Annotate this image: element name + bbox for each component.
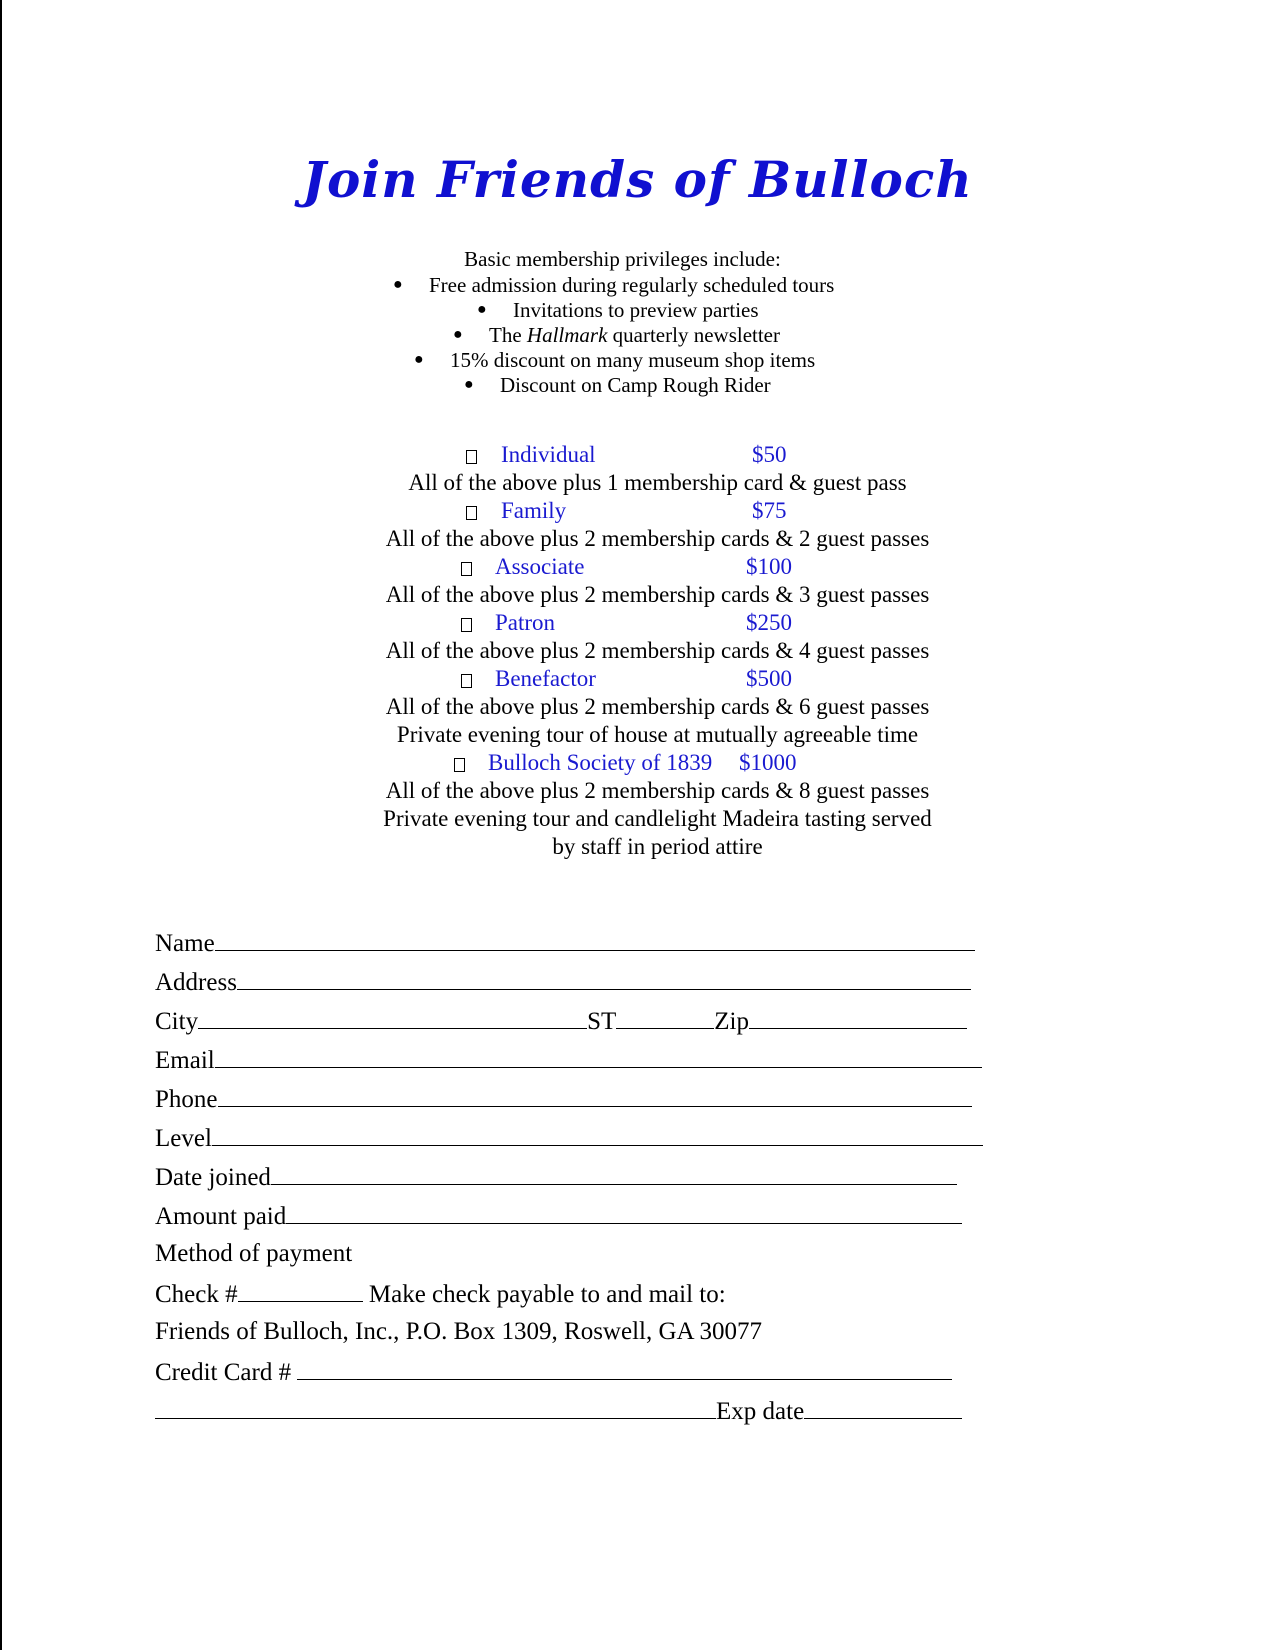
tier-description: All of the above plus 2 membership cards & 8 guest passes [385, 778, 930, 803]
email-label: Email [155, 1047, 215, 1074]
tier-individual[interactable] [466, 442, 787, 468]
privileges-heading: Basic membership privileges include: [464, 247, 781, 271]
privilege-item [489, 322, 780, 348]
tier-price: $500 [746, 666, 792, 691]
date-joined-label: Date joined [155, 1164, 271, 1191]
tier-name: Bulloch Society of 1839 [488, 750, 713, 775]
date-joined-field-row [155, 1162, 957, 1196]
privilege-item: Invitations to preview parties [513, 298, 759, 322]
bullet-dot-icon: ● [477, 301, 487, 318]
state-field[interactable] [616, 1006, 714, 1029]
address-field-row [155, 967, 971, 1001]
privilege-text: The [489, 323, 527, 347]
checkbox[interactable] [454, 758, 465, 772]
tier-name: Associate [495, 554, 585, 579]
tier-associate[interactable] [461, 554, 792, 580]
tier-description: Private evening tour of house at mutually agreeable time [396, 722, 919, 747]
check-field-row [155, 1279, 726, 1313]
checkbox[interactable] [461, 618, 472, 632]
city-label: City [155, 1008, 199, 1035]
tier-name: Family [501, 498, 567, 523]
exp-date-field[interactable] [804, 1396, 962, 1419]
tier-bulloch-society[interactable] [454, 750, 797, 776]
tier-family[interactable] [466, 498, 787, 524]
zip-label: Zip [714, 1008, 749, 1035]
privilege-item: Free admission during regularly scheduled tours [429, 273, 835, 297]
state-label: ST [587, 1008, 617, 1035]
privilege-text: quarterly newsletter [607, 323, 780, 347]
checkbox[interactable] [466, 450, 477, 464]
tier-description: All of the above plus 1 membership card & guest pass [408, 470, 907, 495]
tier-description: All of the above plus 2 membership cards & 6 guest passes [385, 694, 930, 719]
tier-price: $75 [752, 498, 787, 523]
bullet-dot-icon: ● [414, 351, 424, 368]
phone-field[interactable] [218, 1084, 972, 1107]
privilege-item: Discount on Camp Rough Rider [500, 373, 771, 397]
tier-description: Private evening tour and candlelight Madeira tasting served [383, 806, 932, 831]
name-field[interactable] [215, 928, 975, 951]
amount-paid-field[interactable] [286, 1201, 962, 1224]
exp-date-label: Exp date [716, 1398, 805, 1425]
newsletter-name: Hallmark [526, 323, 608, 347]
level-field-row [155, 1123, 983, 1157]
tier-name: Benefactor [495, 666, 596, 691]
email-field[interactable] [215, 1045, 982, 1068]
city-field[interactable] [198, 1006, 587, 1029]
privilege-item: 15% discount on many museum shop items [450, 348, 816, 372]
date-joined-field[interactable] [271, 1162, 957, 1185]
tier-description: by staff in period attire [552, 834, 763, 859]
credit-card-field[interactable] [297, 1357, 952, 1380]
tier-price: $100 [746, 554, 792, 579]
tier-name: Individual [501, 442, 596, 467]
tier-description: All of the above plus 2 membership cards & 4 guest passes [385, 638, 930, 663]
amount-paid-label: Amount paid [155, 1203, 287, 1230]
address-label: Address [155, 969, 237, 996]
name-field-row [155, 928, 975, 962]
bullet-dot-icon: ● [393, 276, 403, 293]
check-label: Check # [155, 1281, 238, 1308]
page-title: Join Friends of Bulloch [302, 150, 973, 209]
check-note: Make check payable to and mail to: [362, 1281, 726, 1308]
address-field[interactable] [237, 967, 971, 990]
method-of-payment-label: Method of payment [155, 1240, 353, 1267]
bullet-dot-icon: ● [453, 326, 463, 343]
mailing-address: Friends of Bulloch, Inc., P.O. Box 1309, Roswell, GA 30077 [155, 1318, 762, 1345]
tier-name: Patron [495, 610, 556, 635]
amount-paid-field-row [155, 1201, 962, 1235]
tier-benefactor[interactable] [461, 666, 792, 692]
tier-price: $50 [752, 442, 787, 467]
name-label: Name [155, 930, 215, 957]
credit-card-label: Credit Card # [155, 1359, 298, 1386]
zip-field[interactable] [749, 1006, 967, 1029]
tier-patron[interactable] [461, 610, 792, 636]
credit-card-field-row [155, 1357, 952, 1391]
bullet-dot-icon: ● [464, 376, 474, 393]
checkbox[interactable] [461, 674, 472, 688]
checkbox[interactable] [466, 506, 477, 520]
phone-field-row [155, 1084, 972, 1118]
credit-card-field-continued[interactable] [155, 1396, 716, 1419]
checkbox[interactable] [461, 562, 472, 576]
phone-label: Phone [155, 1086, 218, 1113]
tier-price: $250 [746, 610, 792, 635]
city-field-row [155, 1006, 967, 1040]
check-number-field[interactable] [238, 1279, 363, 1302]
email-field-row [155, 1045, 982, 1079]
tier-price: $1000 [739, 750, 797, 775]
tier-description: All of the above plus 2 membership cards & 3 guest passes [385, 582, 930, 607]
exp-date-field-row [155, 1396, 962, 1430]
tier-description: All of the above plus 2 membership cards & 2 guest passes [385, 526, 930, 551]
level-label: Level [155, 1125, 212, 1152]
level-field[interactable] [212, 1123, 983, 1146]
